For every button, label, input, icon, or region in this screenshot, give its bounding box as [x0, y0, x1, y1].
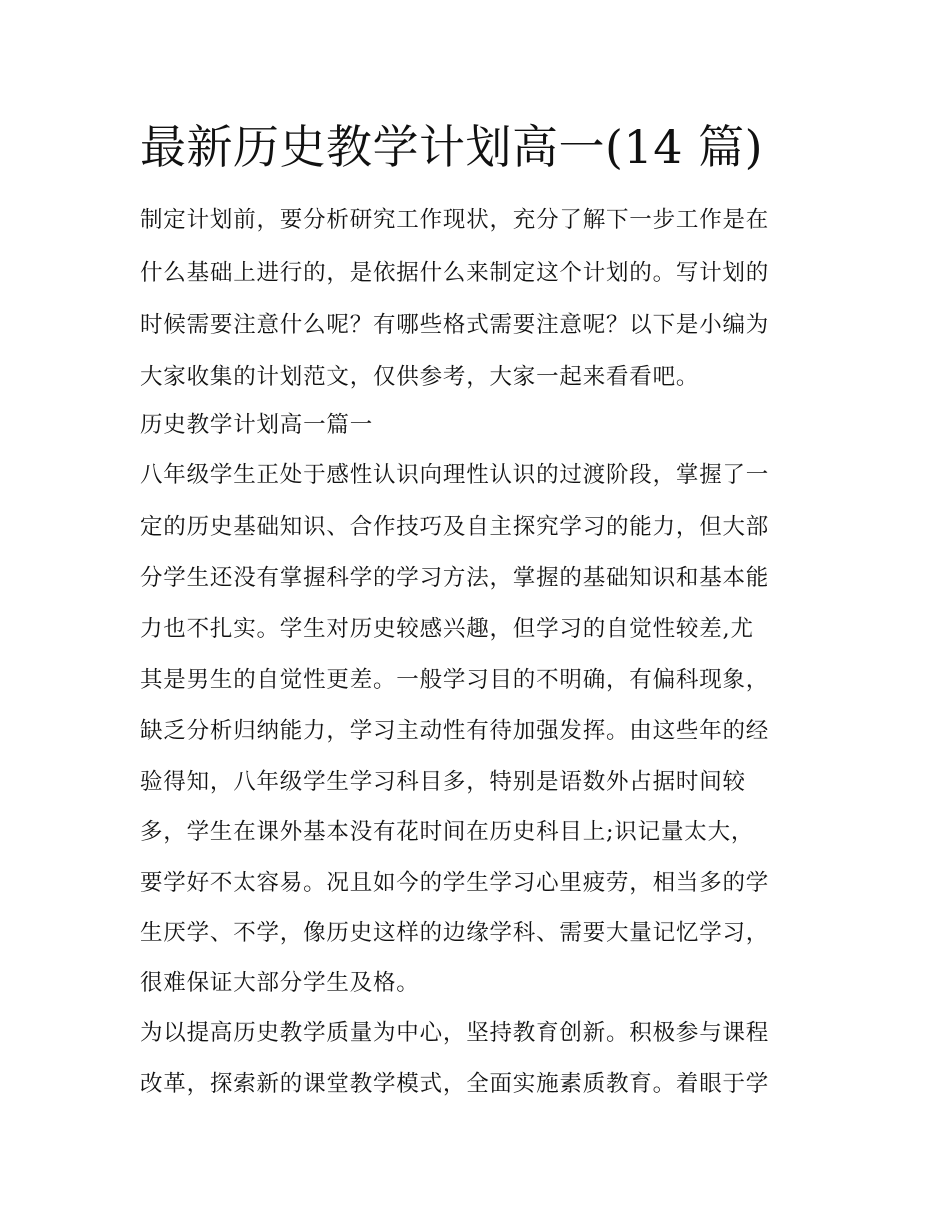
paragraph-line-6: 缺乏分析归纳能力，学习主动性有待加强发挥。由这些年的经 [140, 718, 770, 744]
intro-line-4: 大家收集的计划范文，仅供参考，大家一起来看看吧。 [140, 364, 700, 390]
paragraph-line-8: 多，学生在课外基本没有花时间在历史科目上;识记量太大， [140, 819, 755, 845]
intro-line-1: 制定计划前，要分析研究工作现状，充分了解下一步工作是在 [140, 207, 770, 233]
paragraph-line-5: 其是男生的自觉性更差。一般学习目的不明确，有偏科现象， [140, 667, 770, 693]
paragraph2-line-2: 改革，探索新的课堂教学模式，全面实施素质教育。着眼于学 [140, 1071, 770, 1097]
paragraph-line-1: 八年级学生正处于感性认识向理性认识的过渡阶段，掌握了一 [140, 462, 770, 488]
paragraph-line-4: 力也不扎实。学生对历史较感兴趣，但学习的自觉性较差,尤 [140, 616, 754, 642]
paragraph-line-7: 验得知，八年级学生学习科目多，特别是语数外占据时间较 [140, 769, 746, 795]
document-title: 最新历史教学计划高一(14 篇) [140, 120, 764, 174]
intro-line-2: 什么基础上进行的，是依据什么来制定这个计划的。写计划的 [140, 260, 770, 286]
paragraph-line-10: 生厌学、不学，像历史这样的边缘学科、需要大量记忆学习， [140, 920, 770, 946]
paragraph-line-11: 很难保证大部分学生及格。 [140, 970, 420, 996]
intro-line-3: 时候需要注意什么呢？有哪些格式需要注意呢？以下是小编为 [140, 312, 770, 338]
section-heading: 历史教学计划高一篇一 [140, 412, 374, 438]
paragraph2-line-1: 为以提高历史教学质量为中心，坚持教育创新。积极参与课程 [140, 1020, 770, 1046]
paragraph-line-2: 定的历史基础知识、合作技巧及自主探究学习的能力，但大部 [140, 514, 770, 540]
paragraph-line-9: 要学好不太容易。况且如今的学生学习心里疲劳，相当多的学 [140, 870, 770, 896]
paragraph-line-3: 分学生还没有掌握科学的学习方法，掌握的基础知识和基本能 [140, 565, 770, 591]
